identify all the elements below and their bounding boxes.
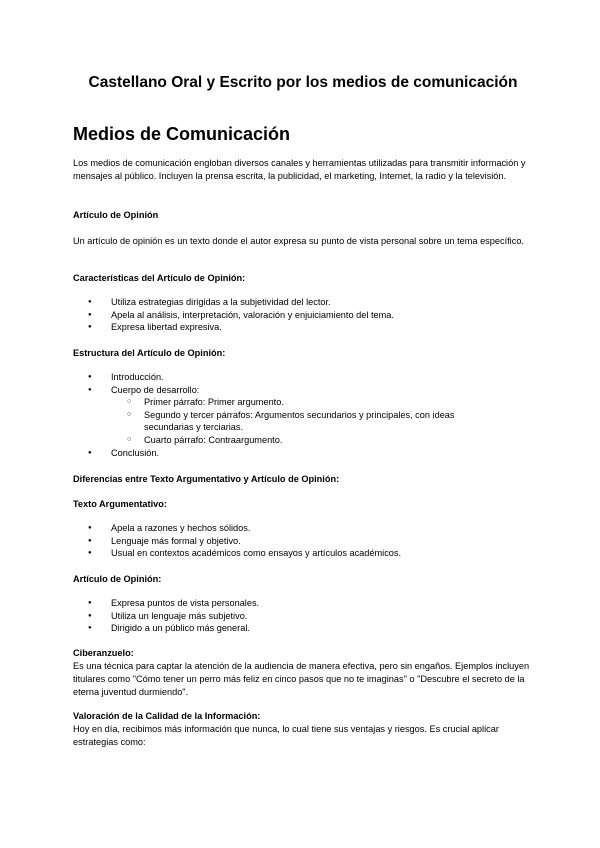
intro-paragraph: Los medios de comunicación engloban diversos canales y herramientas utilizadas para transmitir información y mensajes al público. Incluyen la prensa escrita, la publicidad, el marketing, Internet, la radio y la televisión. <box>73 158 526 181</box>
structure-sublist <box>73 396 533 446</box>
clickbait-paragraph: Es una técnica para captar la atención de la audiencia de manera efectiva, pero sin engaños. Ejemplos incluyen titulares como "Cómo tener un perro más feliz en cinco pasos que no te imaginas" o "Descubre el secreto de la eterna juventud durmiendo". <box>73 661 530 697</box>
characteristics-heading: Características del Artículo de Opinión: <box>73 273 246 283</box>
opinion-heading: Artículo de Opinión <box>73 210 159 220</box>
document-title: Castellano Oral y Escrito por los medios de comunicación <box>88 74 518 91</box>
opinion2-list <box>73 597 533 635</box>
characteristics-list <box>73 296 533 334</box>
opinion-paragraph: Un artículo de opinión es un texto donde el autor expresa su punto de vista personal sobre un tema específico. <box>73 236 524 246</box>
list-item: ● Expresa puntos de vista personales. <box>73 597 533 610</box>
structure-list <box>73 371 533 396</box>
differences-heading: Diferencias entre Texto Argumentativo y Artículo de Opinión: <box>73 474 340 484</box>
list-item: ● Utiliza un lenguaje más subjetivo. <box>73 610 533 623</box>
structure-list-end <box>73 447 533 460</box>
list-item: ● Dirigido a un público más general. <box>73 622 533 635</box>
list-item: ● Conclusión. <box>73 447 533 460</box>
list-item: ● Usual en contextos académicos como ensayos y artículos académicos. <box>73 547 533 560</box>
sub-list-item: ○ Primer párrafo: Primer argumento. <box>73 396 533 409</box>
list-item: ● Apela al análisis, interpretación, valoración y enjuiciamiento del tema. <box>73 309 533 322</box>
list-item: ● Introducción. <box>73 371 533 384</box>
section-heading: Medios de Comunicación <box>73 124 291 144</box>
argumentative-heading: Texto Argumentativo: <box>73 499 167 509</box>
list-item: ● Cuerpo de desarrollo: <box>73 384 533 397</box>
structure-heading: Estructura del Artículo de Opinión: <box>73 348 226 358</box>
list-item: ● Utiliza estrategias dirigidas a la subjetividad del lector. <box>73 296 533 309</box>
list-item: ● Apela a razones y hechos sólidos. <box>73 522 533 535</box>
clickbait-heading: Ciberanzuelo: <box>73 648 134 658</box>
sub-list-item: ○ Segundo y tercer párrafos: Argumentos secundarios y principales, con ideas secundarias y terciarias. <box>73 409 533 434</box>
sub-list-item: ○ Cuarto párrafo: Contraargumento. <box>73 434 533 447</box>
quality-paragraph: Hoy en día, recibimos más información que nunca, lo cual tiene sus ventajas y riesgos. Es crucial aplicar estrategias como: <box>73 724 499 747</box>
list-item: ● Lenguaje más formal y objetivo. <box>73 535 533 548</box>
list-item: ● Expresa libertad expresiva. <box>73 321 533 334</box>
quality-heading: Valoración de la Calidad de la Información: <box>73 711 261 721</box>
argumentative-list <box>73 522 533 560</box>
opinion2-heading: Artículo de Opinión: <box>73 574 162 584</box>
